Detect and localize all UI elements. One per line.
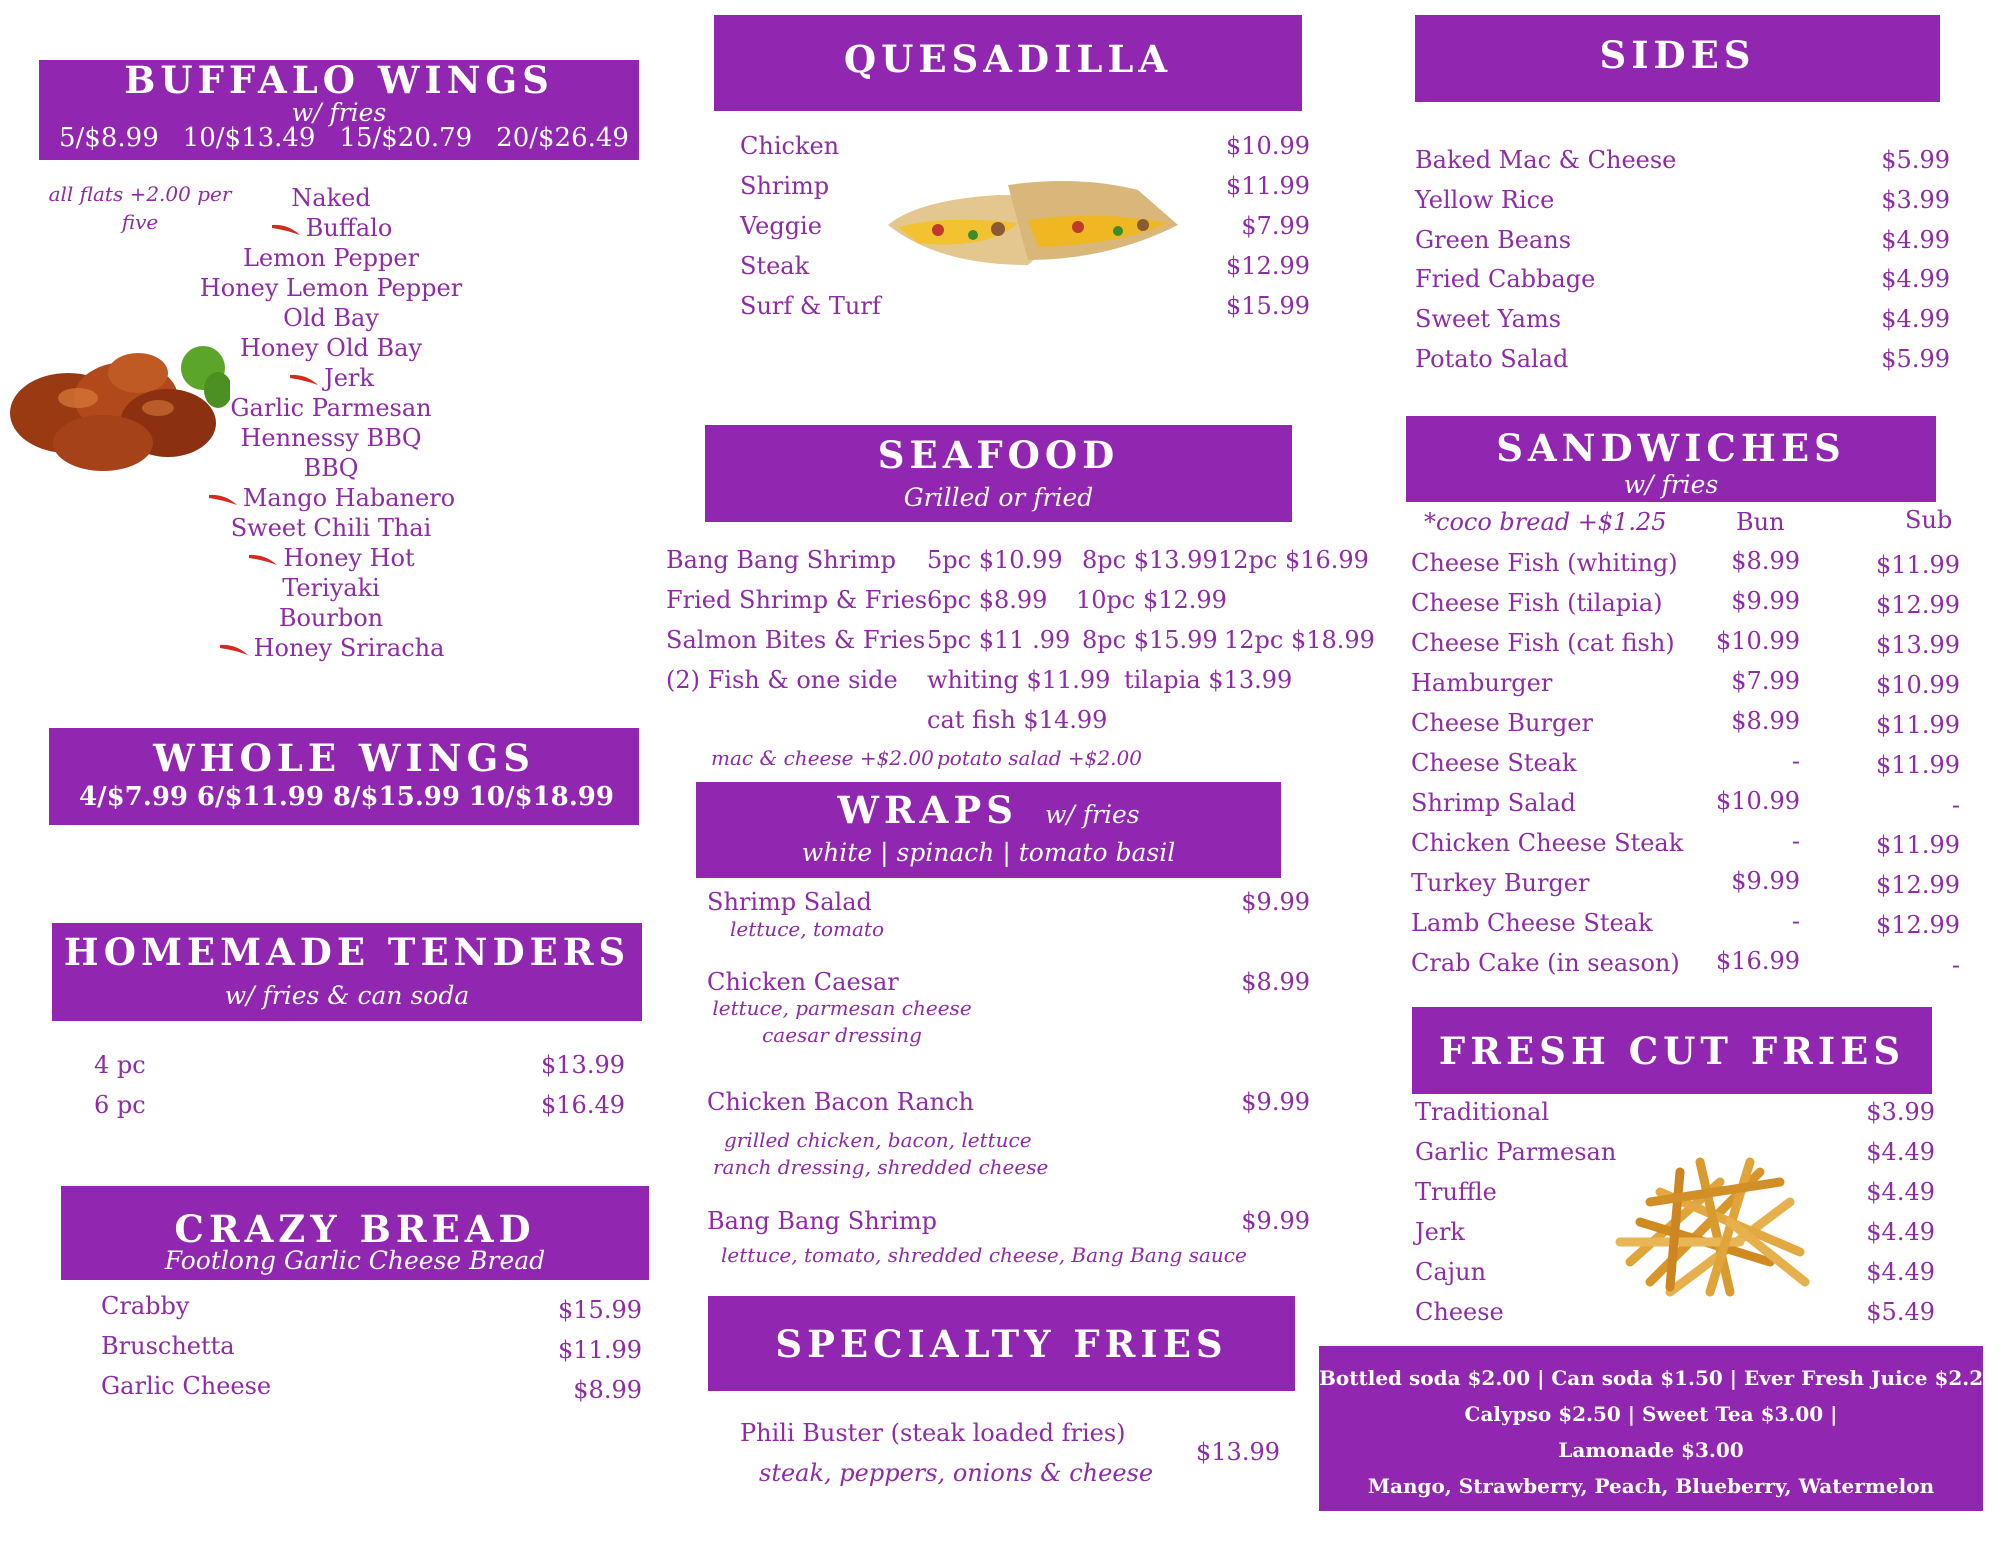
sandwich-sub-price: $11.99	[1876, 711, 1960, 739]
hot-pepper-icon	[270, 222, 304, 238]
bread-price: $8.99	[573, 1376, 642, 1404]
quesadilla-price: $12.99	[1226, 252, 1310, 280]
hot-pepper-icon	[218, 642, 252, 658]
sandwich-sub-price: $12.99	[1876, 871, 1960, 899]
side-price: $5.99	[1881, 345, 1950, 373]
buffalo-wings-subtitle: w/ fries	[291, 98, 387, 127]
sides-header	[1415, 15, 1940, 102]
wrap-name: Chicken Bacon Ranch	[707, 1088, 974, 1116]
fries-name: Cheese	[1415, 1298, 1504, 1326]
hot-pepper-icon	[207, 492, 241, 508]
fries-name: Jerk	[1415, 1218, 1465, 1246]
seafood-item: Salmon Bites & Fries	[666, 626, 926, 654]
side-name: Yellow Rice	[1415, 186, 1555, 214]
crazy-bread-subtitle: Footlong Garlic Cheese Bread	[164, 1246, 546, 1275]
sandwich-sub-price: -	[1951, 791, 1960, 819]
side-name: Baked Mac & Cheese	[1415, 146, 1677, 174]
wrap-desc: grilled chicken, bacon, lettuce	[724, 1128, 1032, 1152]
fries-price: $4.49	[1866, 1258, 1935, 1286]
seafood-price: 10pc $12.99	[1076, 586, 1227, 614]
side-name: Potato Salad	[1415, 345, 1569, 373]
buffalo-wings-header	[39, 60, 639, 160]
flavor-item: Sweet Chili Thai	[230, 514, 432, 542]
wrap-desc-2: caesar dressing	[762, 1023, 922, 1047]
hot-pepper-icon	[288, 372, 322, 388]
bread-price: $15.99	[558, 1296, 642, 1324]
flavor-item: Naked	[291, 184, 371, 212]
price-4: 4/$7.99	[79, 782, 189, 812]
tender-name: 6 pc	[94, 1091, 146, 1119]
wraps-header	[696, 782, 1281, 878]
seafood-title: SEAFOOD	[877, 433, 1120, 477]
wrap-desc: lettuce, tomato, shredded cheese, Bang Bang sauce	[721, 1243, 1247, 1267]
bread-name: Bruschetta	[101, 1332, 235, 1360]
sandwich-name: Crab Cake (in season)	[1411, 949, 1680, 977]
sandwich-sub-price: $10.99	[1876, 671, 1960, 699]
tender-price: $16.49	[541, 1091, 625, 1119]
tenders-title: HOMEMADE TENDERS	[63, 930, 631, 974]
sandwich-name: Cheese Burger	[1411, 709, 1593, 737]
fries-name: Garlic Parmesan	[1415, 1138, 1617, 1166]
flavor-item: Lemon Pepper	[242, 244, 420, 272]
quesadilla-price: $15.99	[1226, 292, 1310, 320]
seafood-price: 8pc $15.99	[1082, 626, 1218, 654]
sandwiches-title: SANDWICHES	[1496, 426, 1846, 470]
fries-price: $4.49	[1866, 1178, 1935, 1206]
sandwich-sub-price: $11.99	[1876, 831, 1960, 859]
sandwich-name: Hamburger	[1411, 669, 1553, 697]
price-5: 5/$8.99	[59, 123, 159, 153]
fries-name: Traditional	[1415, 1098, 1550, 1126]
wrap-price: $9.99	[1241, 1088, 1310, 1116]
seafood-price: 6pc $8.99	[927, 586, 1048, 614]
flats-note: all flats +2.00 per five	[48, 182, 232, 234]
fresh-cut-fries-header	[1412, 1007, 1932, 1094]
sandwich-name: Cheese Fish (cat fish)	[1411, 629, 1675, 657]
bread-name: Garlic Cheese	[101, 1372, 272, 1400]
seafood-price: tilapia $13.99	[1124, 666, 1293, 694]
wraps-subtitle: white | spinach | tomato basil	[801, 838, 1176, 867]
flavor-item: Garlic Parmesan	[230, 394, 432, 422]
fries-price: $4.49	[1866, 1218, 1935, 1246]
crazy-bread-title: CRAZY BREAD	[174, 1207, 536, 1251]
quesadilla-header	[714, 15, 1302, 111]
flavor-item: Bourbon	[278, 604, 384, 632]
price-10: 10/$13.49	[182, 123, 316, 153]
specialty-price: $13.99	[1196, 1438, 1280, 1466]
side-price: $4.99	[1881, 265, 1950, 293]
quesadilla-price: $11.99	[1226, 172, 1310, 200]
side-price: $4.99	[1881, 226, 1950, 254]
sandwiches-subtitle: w/ fries	[1623, 470, 1719, 499]
whole-wings-title: WHOLE WINGS	[153, 736, 535, 780]
wrap-name: Bang Bang Shrimp	[707, 1207, 937, 1235]
quesadilla-item: Veggie	[740, 212, 822, 240]
drinks-line-3: Lamonade $3.00	[1558, 1438, 1744, 1462]
sides-title: SIDES	[1599, 33, 1756, 77]
sandwich-name: Cheese Fish (tilapia)	[1411, 589, 1663, 617]
drinks-banner	[1319, 1346, 1998, 1511]
tender-price: $13.99	[541, 1051, 625, 1079]
wrap-desc-2: ranch dressing, shredded cheese	[713, 1155, 1049, 1179]
bread-price: $11.99	[558, 1336, 642, 1364]
specialty-fries-title: SPECIALTY FRIES	[775, 1322, 1228, 1366]
seafood-header	[705, 425, 1292, 522]
price-8: 8/$15.99	[332, 782, 460, 812]
quesadilla-price: $7.99	[1241, 212, 1310, 240]
flavor-item: Buffalo	[176, 213, 486, 243]
sandwich-sub-price: -	[1951, 951, 1960, 979]
side-price: $4.99	[1881, 305, 1950, 333]
side-name: Fried Cabbage	[1415, 265, 1596, 293]
sandwich-bun-price: $10.99	[1716, 787, 1800, 815]
fresh-cut-fries-title: FRESH CUT FRIES	[1438, 1029, 1906, 1073]
sandwich-bun-price: $10.99	[1716, 627, 1800, 655]
seafood-addon: potato salad +$2.00	[937, 746, 1142, 770]
sandwich-bun-price: -	[1791, 747, 1800, 775]
specialty-desc: steak, peppers, onions & cheese	[759, 1459, 1154, 1487]
quesadilla-item: Chicken	[740, 132, 840, 160]
wrap-price: $8.99	[1241, 968, 1310, 996]
sandwiches-header	[1406, 416, 1936, 502]
price-15: 15/$20.79	[339, 123, 473, 153]
sandwich-sub-price: $13.99	[1876, 631, 1960, 659]
price-10: 10/$18.99	[468, 782, 614, 812]
flavor-item: Teriyaki	[282, 574, 380, 602]
sandwich-name: Cheese Fish (whiting)	[1411, 549, 1678, 577]
whole-wings-prices	[79, 784, 614, 810]
coco-bread-note: *coco bread +$1.25	[1424, 508, 1667, 536]
fries-price: $4.49	[1866, 1138, 1935, 1166]
fries-name: Cajun	[1415, 1258, 1487, 1286]
side-price: $5.99	[1881, 146, 1950, 174]
seafood-price: cat fish $14.99	[927, 706, 1108, 734]
sandwich-sub-price: $12.99	[1876, 591, 1960, 619]
side-name: Sweet Yams	[1415, 305, 1562, 333]
quesadilla-photo	[878, 165, 1188, 277]
specialty-item: Phili Buster (steak loaded fries)	[740, 1419, 1126, 1447]
sandwich-name: Chicken Cheese Steak	[1411, 829, 1684, 857]
sandwich-sub-price: $12.99	[1876, 911, 1960, 939]
fries-name: Truffle	[1415, 1178, 1497, 1206]
wrap-desc: lettuce, parmesan cheese	[712, 996, 972, 1020]
wraps-title: WRAPS	[837, 788, 1018, 832]
drinks-line-2: Calypso $2.50 | Sweet Tea $3.00 |	[1464, 1402, 1838, 1426]
fries-price: $5.49	[1866, 1298, 1935, 1326]
quesadilla-item: Steak	[740, 252, 810, 280]
seafood-price: 12pc $18.99	[1224, 626, 1375, 654]
flavor-item: Mango Habanero	[176, 483, 486, 513]
wraps-title-note: w/ fries	[1045, 800, 1140, 829]
sandwich-name: Turkey Burger	[1411, 869, 1590, 897]
wraps-title-row	[696, 788, 1281, 832]
hot-pepper-icon	[247, 552, 281, 568]
seafood-price: 12pc $16.99	[1218, 546, 1369, 574]
flavor-item: Honey Old Bay	[239, 334, 423, 362]
french-fries-photo	[1610, 1142, 1815, 1302]
wrap-desc: lettuce, tomato	[730, 917, 884, 941]
seafood-price: whiting $11.99	[927, 666, 1111, 694]
seafood-price: 5pc $10.99	[927, 546, 1063, 574]
quesadilla-price: $10.99	[1226, 132, 1310, 160]
price-6: 6/$11.99	[196, 782, 324, 812]
drinks-line-1: Bottled soda $2.00 | Can soda $1.50 | Ever Fresh Juice $2.25	[1319, 1366, 1998, 1390]
crazy-bread-header	[61, 1186, 649, 1280]
wrap-price: $9.99	[1241, 888, 1310, 916]
sandwich-bun-price: -	[1791, 907, 1800, 935]
sandwich-sub-price: $11.99	[1876, 551, 1960, 579]
sandwich-bun-price: $9.99	[1731, 867, 1800, 895]
wing-flavor-list	[176, 183, 486, 663]
sandwich-bun-price: $7.99	[1731, 667, 1800, 695]
sandwich-bun-price: $8.99	[1731, 707, 1800, 735]
tenders-subtitle: w/ fries & can soda	[224, 981, 470, 1010]
quesadilla-item: Surf & Turf	[740, 292, 881, 320]
seafood-item: (2) Fish & one side	[666, 666, 898, 694]
column-sub: Sub	[1905, 506, 1953, 534]
flavor-item: Honey Hot	[176, 543, 486, 573]
tender-name: 4 pc	[94, 1051, 146, 1079]
sandwich-name: Lamb Cheese Steak	[1411, 909, 1653, 937]
side-name: Green Beans	[1415, 226, 1572, 254]
seafood-price: 8pc $13.99	[1082, 546, 1218, 574]
flavor-item: Honey Lemon Pepper	[199, 274, 463, 302]
price-20: 20/$26.49	[496, 123, 629, 153]
flavor-item: Jerk	[176, 363, 486, 393]
seafood-subtitle: Grilled or fried	[903, 483, 1094, 512]
buffalo-wings-prices	[59, 125, 629, 151]
flavor-item: Old Bay	[283, 304, 379, 332]
fries-price: $3.99	[1866, 1098, 1935, 1126]
side-price: $3.99	[1881, 186, 1950, 214]
buffalo-wings-title: BUFFALO WINGS	[124, 58, 554, 102]
flavor-item: BBQ	[303, 454, 359, 482]
sandwich-sub-price: $11.99	[1876, 751, 1960, 779]
column-bun: Bun	[1736, 508, 1785, 536]
specialty-fries-header	[708, 1296, 1295, 1391]
quesadilla-item: Shrimp	[740, 172, 830, 200]
wrap-name: Shrimp Salad	[707, 888, 872, 916]
bread-name: Crabby	[101, 1292, 190, 1320]
flavor-item: Hennessy BBQ	[240, 424, 422, 452]
flavor-item: Honey Sriracha	[176, 633, 486, 663]
seafood-item: Fried Shrimp & Fries	[666, 586, 928, 614]
wrap-price: $9.99	[1241, 1207, 1310, 1235]
drinks-line-4: Mango, Strawberry, Peach, Blueberry, Watermelon	[1367, 1474, 1935, 1498]
sandwich-name: Shrimp Salad	[1411, 789, 1576, 817]
wrap-name: Chicken Caesar	[707, 968, 899, 996]
sandwich-bun-price: $8.99	[1731, 547, 1800, 575]
seafood-item: Bang Bang Shrimp	[666, 546, 896, 574]
sandwich-bun-price: $16.99	[1716, 947, 1800, 975]
tenders-header	[52, 923, 642, 1021]
whole-wings-header	[49, 728, 639, 825]
seafood-addon: mac & cheese +$2.00	[711, 746, 934, 770]
sandwich-name: Cheese Steak	[1411, 749, 1577, 777]
seafood-price: 5pc $11 .99	[927, 626, 1071, 654]
sandwich-bun-price: -	[1791, 827, 1800, 855]
quesadilla-title: QUESADILLA	[843, 37, 1173, 81]
sandwich-bun-price: $9.99	[1731, 587, 1800, 615]
